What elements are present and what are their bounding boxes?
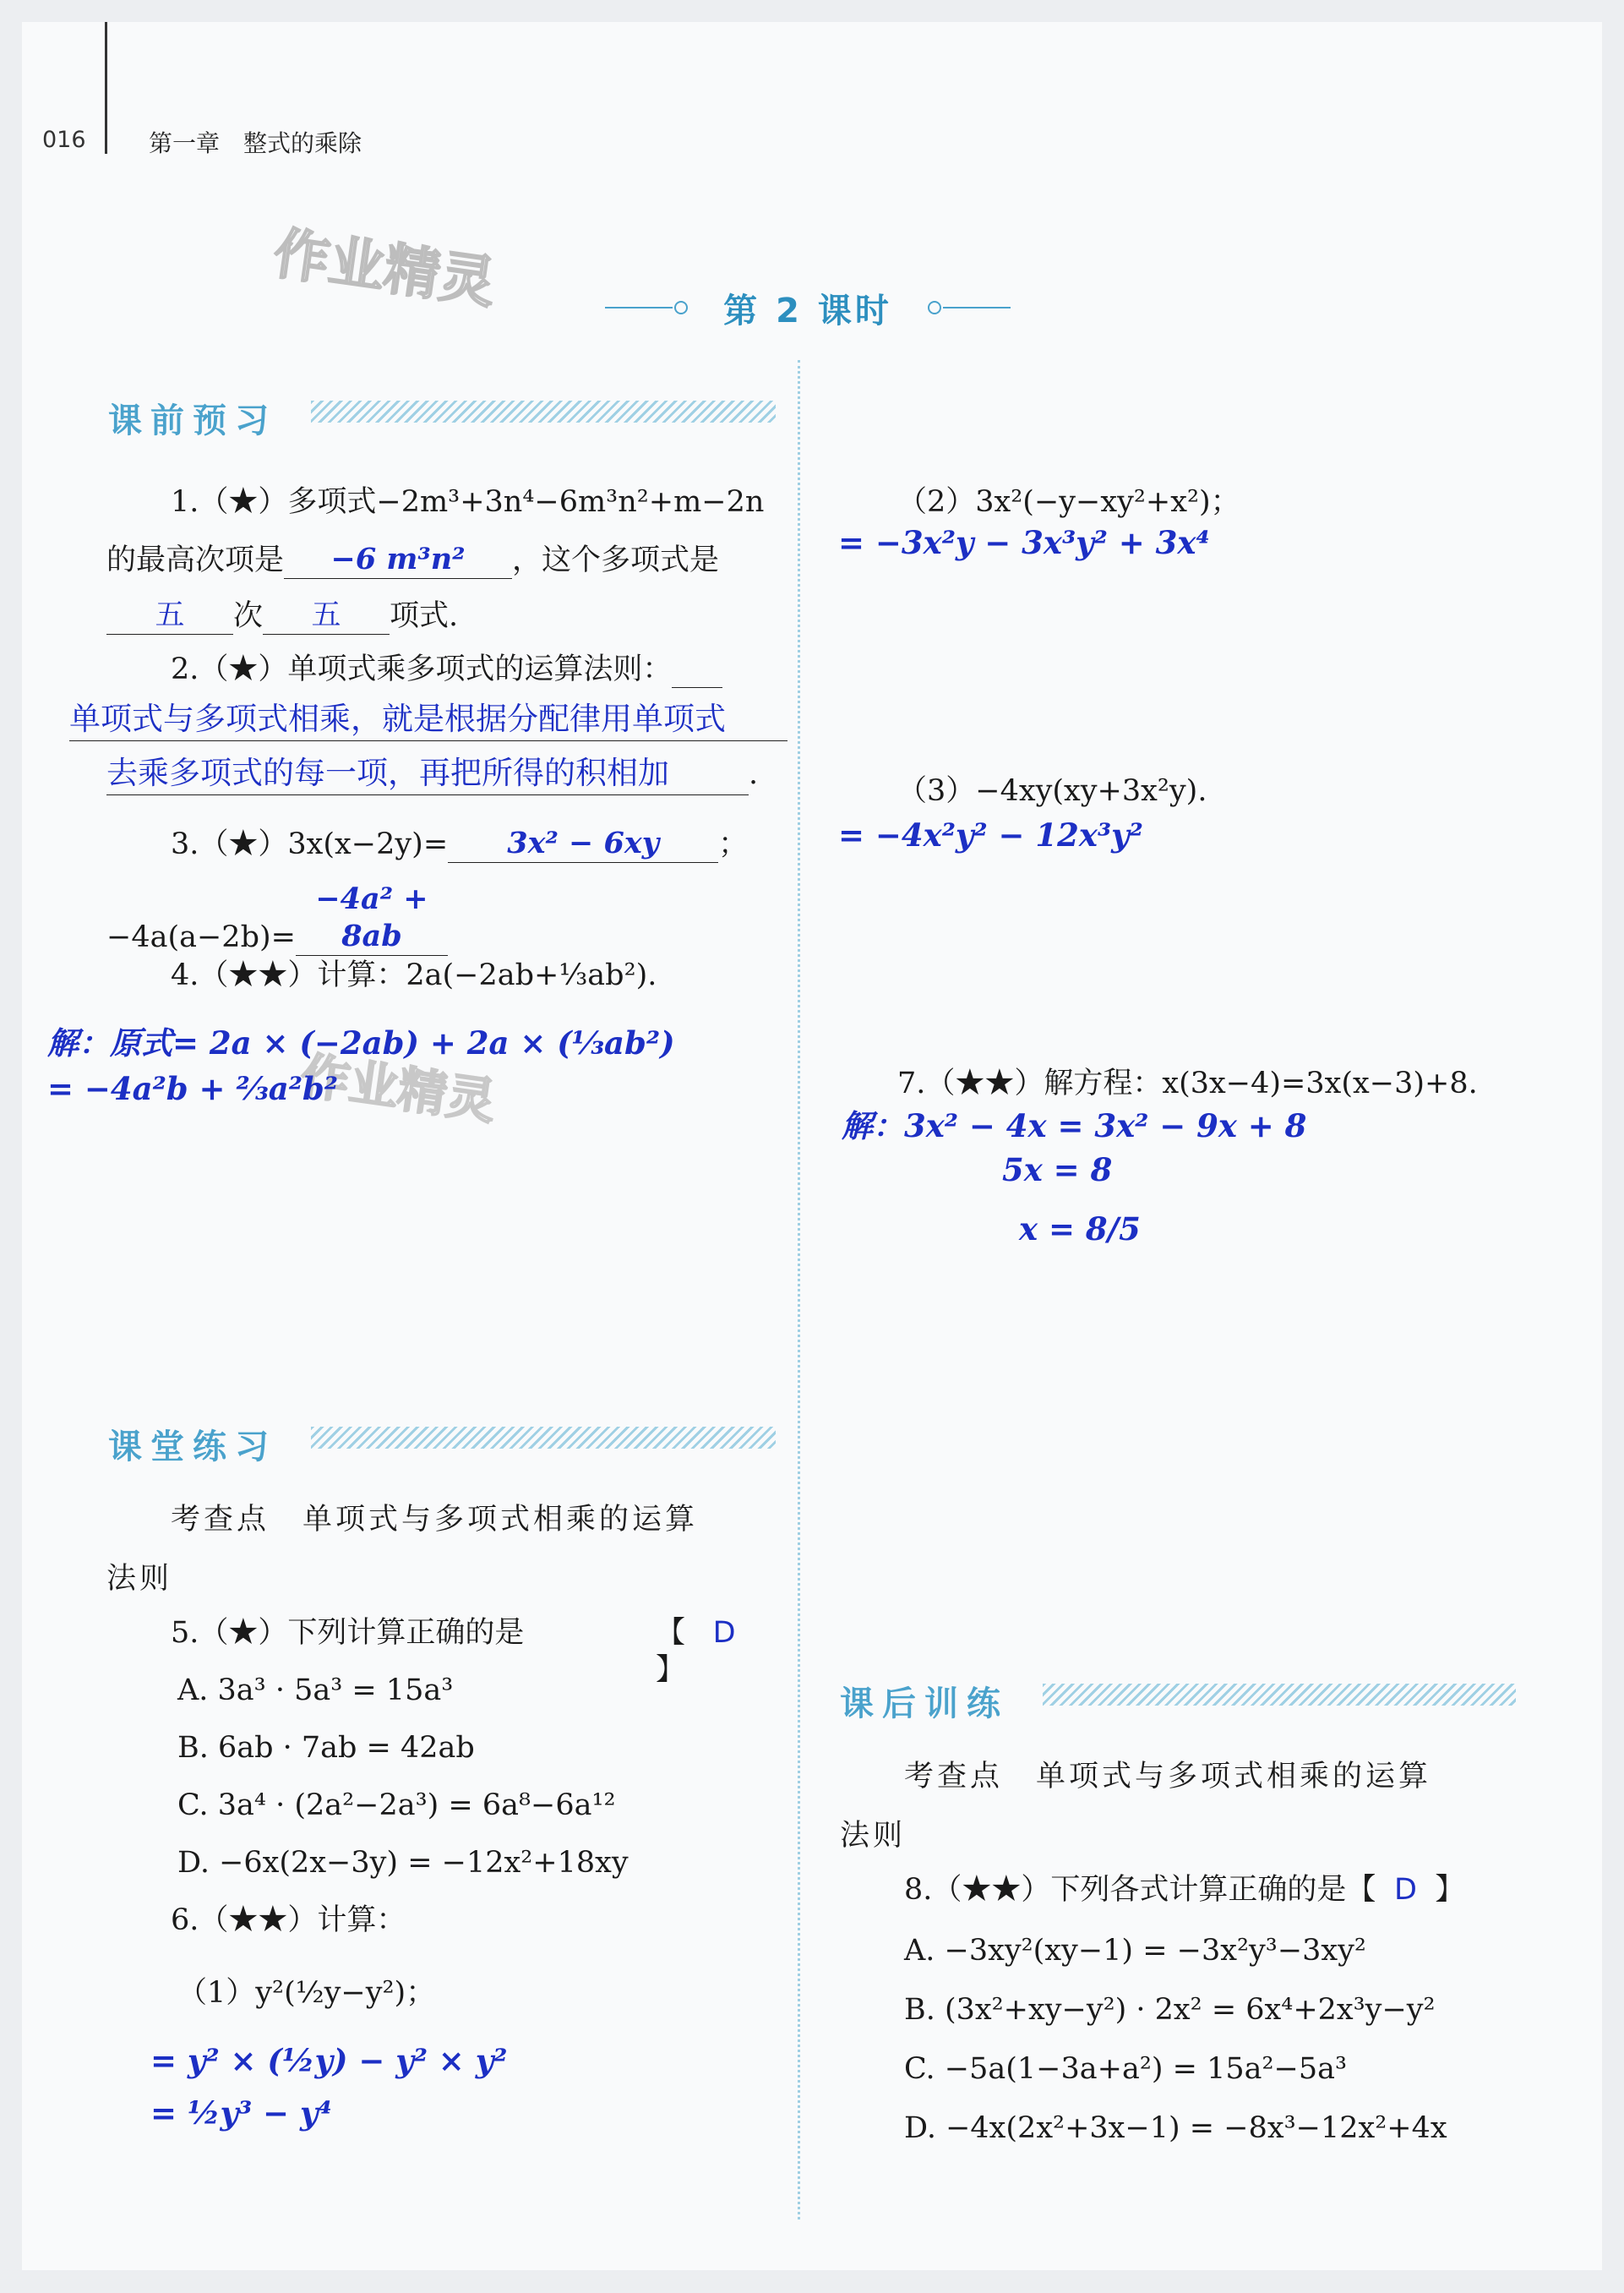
answer-q6-3: = −4x²y² − 12x³y² [838,816,1143,854]
question-6-2: （2）3x²(−y−xy²+x²)； [897,485,1240,519]
option-c: C. −5a(1−3a+a²) = 15a²−5a³ [904,2052,1348,2086]
question-2: 2.（★）单项式乘多项式的运算法则： [171,651,787,688]
answer-q1-term: −6 m³n² [330,542,466,576]
answer-q6-1-line1: = y² × (½y) − y² × y² [150,2042,508,2079]
option-a: A. −3xy²(xy−1) = −3x²y³−3xy² [904,1934,1366,1968]
page-number: 016 [42,127,86,153]
lesson-title-bar [605,282,1011,333]
heading-stripe [311,1427,776,1449]
option-b: B. 6ab · 7ab = 42ab [177,1731,475,1765]
answer-q7-line3: x = 8/5 [1019,1210,1141,1248]
question-5: 5.（★）下列计算正确的是 [171,1616,525,1650]
kaochadian-practice-2: 法则 [106,1562,173,1596]
workbook-page [22,22,1602,2270]
question-7: 7.（★★）解方程：x(3x−4)=3x(x−3)+8. [897,1067,1478,1100]
kaochadian-after: 考查点 单项式与多项式相乘的运算 [904,1760,1432,1793]
section-heading: 课前预习 [108,401,277,440]
option-b: B. (3x²+xy−y²) · 2x² = 6x⁴+2x³y−y² [904,1993,1436,2027]
watermark-logo: 作业精灵 [270,220,500,316]
answer-q2-line1: 单项式与多项式相乘，就是根据分配律用单项式 [69,698,787,741]
question-3: 3.（★）3x(x−2y)= 3x² − 6xy ； [171,826,749,861]
answer-q1-terms: 五 [311,598,341,632]
section-after [840,1677,1516,1725]
answer-q7-line1: 解：3x² − 4x = 3x² − 9x + 8 [842,1107,1307,1144]
header-rule [105,22,107,154]
answer-q8: D [1393,1873,1417,1907]
answer-q4-line2: = −4a²b + ⅔a²b² [47,1070,339,1107]
section-preview [108,394,784,442]
question-1-line3: 五 次 五 项式. [106,597,787,635]
answer-q2-line2-wrap: 去乘多项式的每一项，再把所得的积相加 . [106,752,787,795]
answer-q6-2: = −3x²y − 3x³y² + 3x⁴ [838,524,1210,561]
option-d: D. −6x(2x−3y) = −12x²+18xy [177,1846,629,1880]
heading-stripe [1043,1684,1516,1706]
lesson-title: 第 2 课时 [723,292,892,330]
answer-q4-line1: 解：原式= 2a × (−2ab) + 2a × (⅓ab²) [47,1024,675,1062]
kaochadian-practice: 考查点 单项式与多项式相乘的运算 [171,1503,699,1537]
question-3-line2: −4a(a−2b)=−4a² + 8ab [106,881,787,956]
question-8: 8.（★★）下列各式计算正确的是【 D 】 [904,1873,1465,1907]
question-4: 4.（★★）计算：2a(−2ab+⅓ab²). [171,958,657,992]
watermark-logo-2: 作业精灵 [297,1046,499,1131]
question-6-3: （3）−4xy(xy+3x²y). [897,774,1207,808]
column-divider [798,360,800,2219]
answer-q5: D [712,1616,736,1650]
option-a: A. 3a³ · 5a³ = 15a³ [177,1673,454,1707]
section-heading: 课堂练习 [108,1428,277,1466]
answer-q2-line2: 去乘多项式的每一项，再把所得的积相加 [106,752,749,795]
section-heading: 课后训练 [840,1684,1009,1723]
section-practice [108,1420,784,1468]
question-6-1: （1）y²(½y−y²)； [177,1976,436,2010]
heading-stripe [311,401,776,423]
question-1: 1.（★）多项式−2m³+3n⁴−6m³n²+m−2n [171,485,765,519]
option-d: D. −4x(2x²+3x−1) = −8x³−12x²+4x [904,2111,1447,2145]
answer-bracket-q5: 【 D 】 [656,1614,791,1689]
kaochadian-after-2: 法则 [840,1819,907,1853]
answer-q6-1-line2: = ½y³ − y⁴ [150,2094,332,2132]
option-c: C. 3a⁴ · (2a²−2a³) = 6a⁸−6a¹² [177,1788,616,1822]
answer-q7-line2: 5x = 8 [1002,1151,1113,1188]
answer-q3-a: 3x² − 6xy [507,826,660,860]
answer-q1-degree: 五 [155,598,185,632]
question-6: 6.（★★）计算： [171,1903,406,1937]
question-1-line2: 的最高次项是 −6 m³n² ，这个多项式是 [106,542,720,577]
answer-q3-b: −4a² + 8ab [315,882,428,953]
chapter-title: 第一章 整式的乘除 [149,129,362,157]
